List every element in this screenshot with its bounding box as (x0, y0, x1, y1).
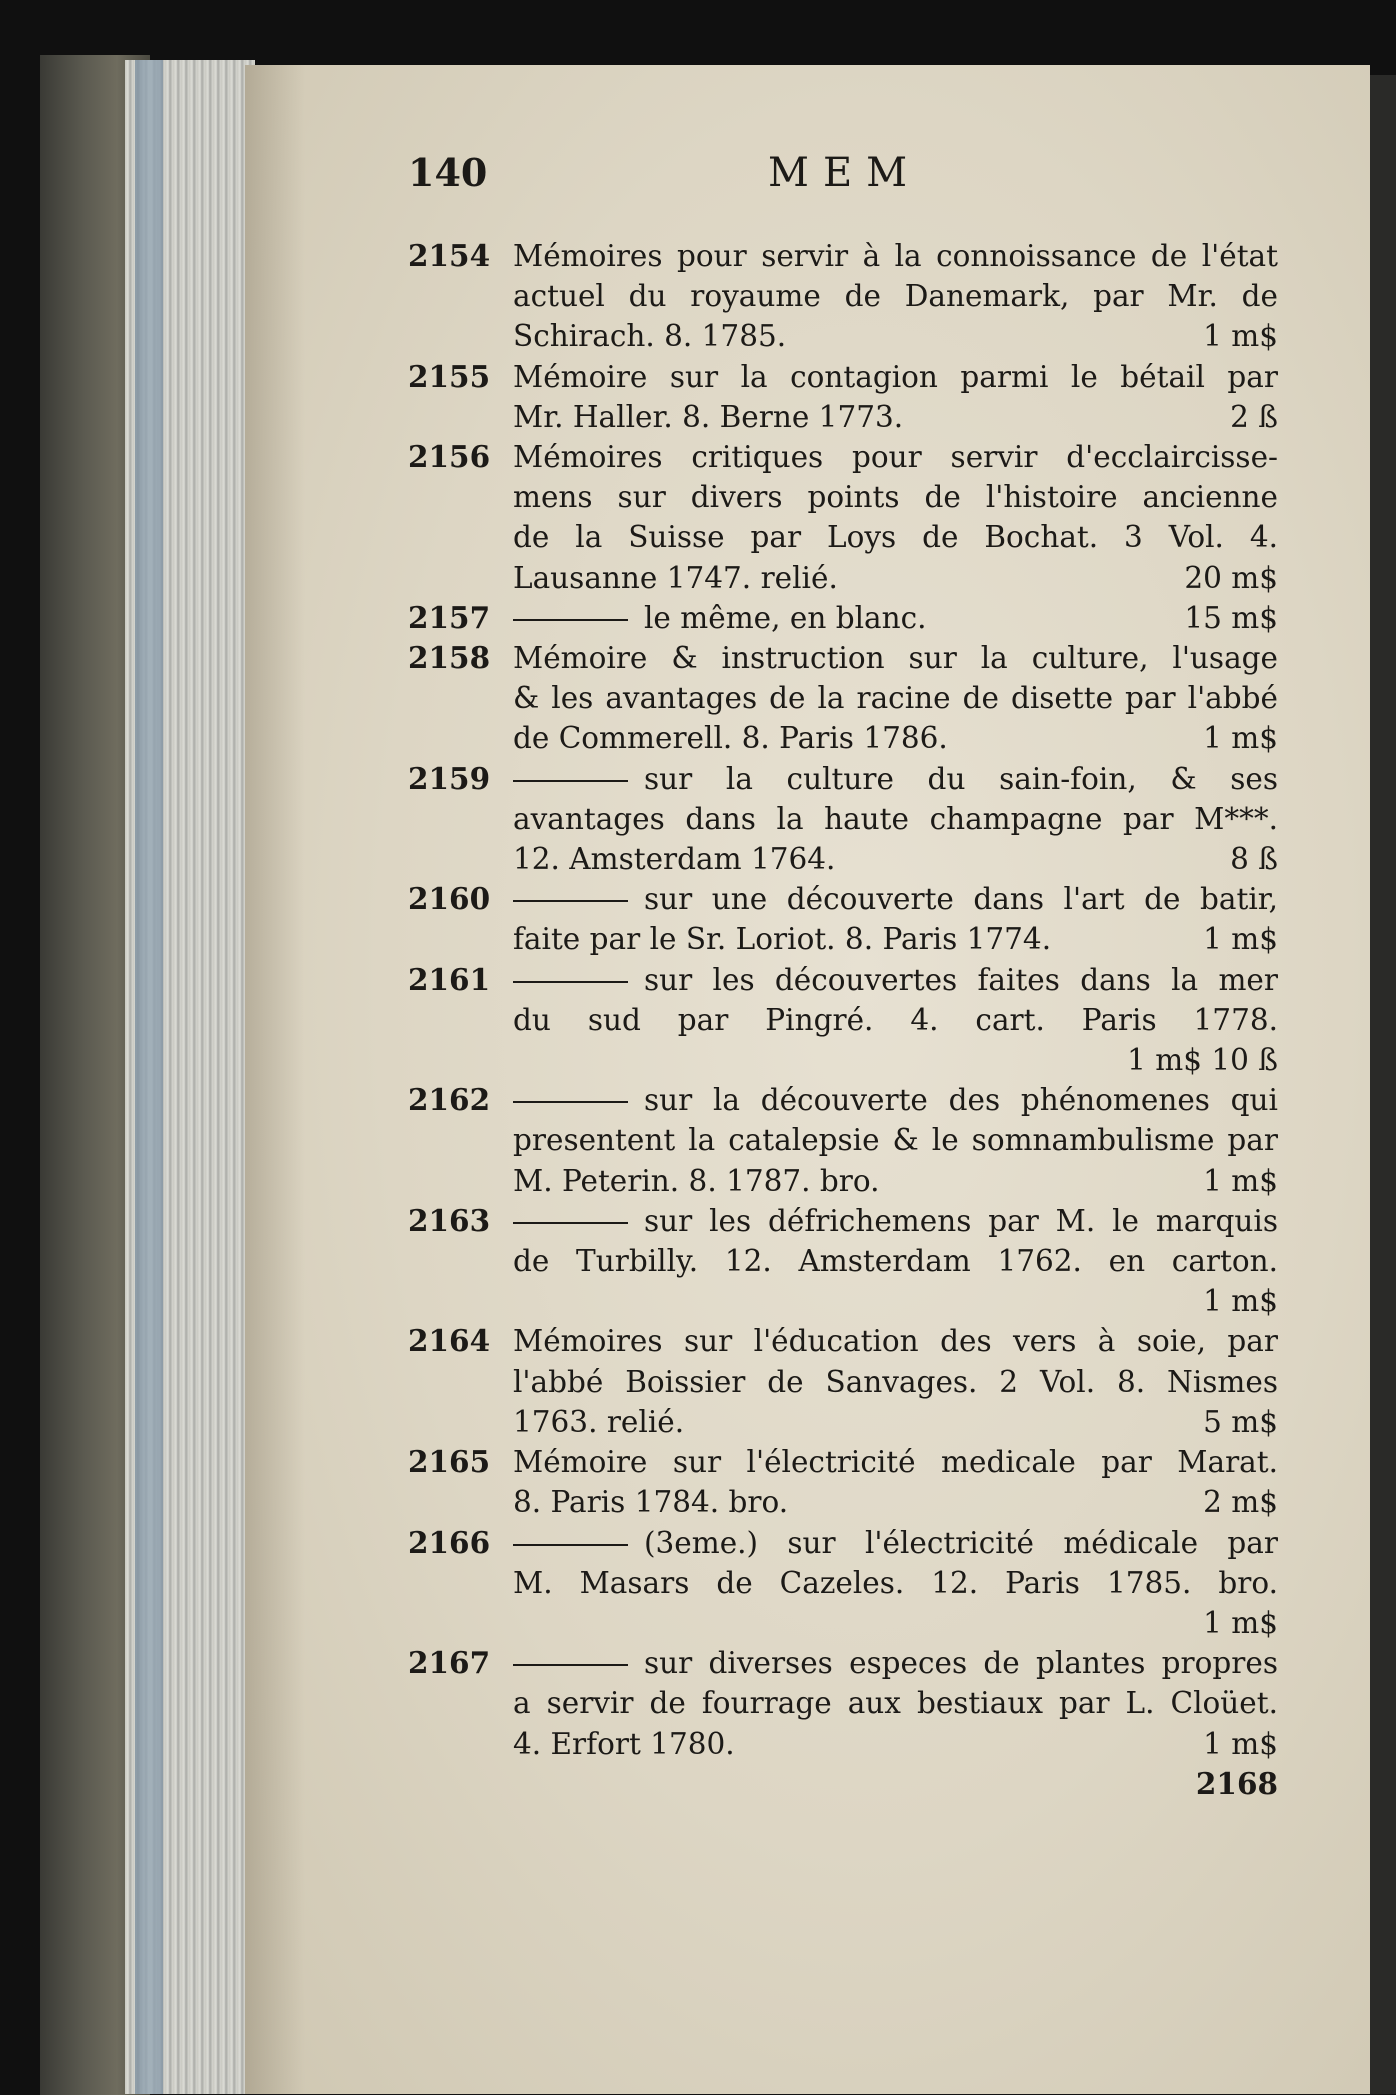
entry-number: 2156 (408, 439, 491, 475)
facing-page-edge (1370, 75, 1396, 2094)
entry-text: 12. Amsterdam 1764. (513, 842, 836, 877)
entry-line (513, 316, 1278, 356)
entry-text: Lausanne 1747. relié. (513, 560, 838, 595)
entry-line (513, 276, 1278, 316)
entry-number: 2159 (408, 760, 491, 796)
entry-line (513, 1482, 1278, 1522)
catalogue-entry (408, 1643, 1278, 1764)
entry-text: Mémoire & instruction sur la culture, l'usage (513, 641, 1278, 676)
entry-line (513, 1563, 1278, 1603)
entry-line (513, 919, 1278, 959)
entry-line (513, 517, 1278, 557)
entry-text: 8. Paris 1784. bro. (513, 1485, 789, 1520)
entry-line (513, 1161, 1278, 1201)
catalogue-entry (408, 357, 1278, 437)
entry-text: l'abbé Boissier de Sanvages. 2 Vol. 8. Nismes (513, 1364, 1278, 1399)
catalogue-entry (408, 960, 1278, 1081)
catalogue-entry (408, 1523, 1278, 1644)
entry-line (513, 759, 1278, 799)
entry-text: 4. Erfort 1780. (513, 1726, 735, 1761)
entry-line (513, 1603, 1278, 1643)
entry-number: 2154 (408, 238, 491, 273)
entry-line (513, 960, 1278, 1000)
entry-line (513, 357, 1278, 397)
page-header (408, 150, 1278, 210)
entry-line (513, 1683, 1278, 1723)
entry-text: Mémoires sur l'éducation des vers à soie, par (513, 1324, 1278, 1359)
entry-number: 2163 (408, 1202, 491, 1238)
catalogue-entry (408, 1321, 1278, 1442)
entry-line (513, 1000, 1278, 1040)
entry-line (513, 799, 1278, 839)
ditto-dash (513, 1101, 628, 1103)
entry-line (513, 558, 1278, 598)
entry-text: sur la découverte des phénomenes qui (644, 1083, 1278, 1118)
entry-price: 1 m$ 10 ß (1127, 1043, 1278, 1078)
entry-line (513, 1120, 1278, 1160)
entry-text: sur les découvertes faites dans la mer (644, 962, 1278, 997)
entry-price: 2 m$ (1203, 1485, 1278, 1520)
entry-text: actuel du royaume de Danemark, par Mr. de (513, 279, 1278, 314)
running-title: MEM (768, 150, 922, 196)
ditto-dash (513, 1664, 628, 1666)
entry-price: 5 m$ (1203, 1404, 1278, 1439)
entry-text: M. Masars de Cazeles. 12. Paris 1785. bro. (513, 1565, 1278, 1600)
entry-line (513, 1442, 1278, 1482)
entry-line (513, 1523, 1278, 1563)
entry-price: 1 m$ (1203, 922, 1278, 957)
catchword: 2168 (1195, 1765, 1278, 1801)
entry-text: presentent la catalepsie & le somnambulisme par (513, 1123, 1278, 1158)
catalogue-entry (408, 598, 1278, 638)
entry-text: faite par le Sr. Loriot. 8. Paris 1774. (513, 922, 1052, 957)
entry-number: 2155 (408, 358, 491, 394)
entry-text: Mémoires critiques pour servir d'ecclaircisse- (513, 440, 1278, 475)
ditto-dash (513, 1544, 628, 1546)
entry-text: mens sur divers points de l'histoire ancienne (513, 480, 1278, 515)
entry-price: 1 m$ (1203, 319, 1278, 354)
entry-number: 2157 (408, 599, 491, 635)
entry-line (513, 1080, 1278, 1120)
entry-text: a servir de fourrage aux bestiaux par L. Cloüet. (513, 1686, 1278, 1721)
entry-line (513, 1724, 1278, 1764)
entry-line (513, 1643, 1278, 1683)
entry-text: de la Suisse par Loys de Bochat. 3 Vol. 4. (513, 520, 1278, 555)
catalogue-entry (408, 1080, 1278, 1201)
catalogue-entry (408, 1201, 1278, 1322)
entry-line (513, 437, 1278, 477)
entry-text: Mémoire sur l'électricité medicale par Marat. (513, 1445, 1278, 1480)
entry-price: 1 m$ (1203, 1605, 1278, 1640)
entry-text: le même, en blanc. (644, 600, 927, 635)
entry-text: sur une découverte dans l'art de batir, (644, 882, 1278, 917)
entry-line (513, 477, 1278, 517)
ditto-dash (513, 619, 628, 621)
entry-line (513, 236, 1278, 276)
entry-text: avantages dans la haute champagne par M***. (513, 801, 1278, 836)
catalogue-entry (408, 236, 1278, 357)
entry-line (513, 1201, 1278, 1241)
catalogue-entry (408, 759, 1278, 880)
entry-number: 2161 (408, 961, 491, 997)
entry-text: sur les défrichemens par M. le marquis (644, 1203, 1278, 1238)
entry-price: 2 ß (1230, 399, 1278, 434)
entry-text: sur diverses especes de plantes propres (644, 1646, 1278, 1681)
entry-line (513, 397, 1278, 437)
entry-text: de Commerell. 8. Paris 1786. (513, 721, 948, 756)
catalogue-entry (408, 879, 1278, 959)
entry-line (513, 718, 1278, 758)
entry-number: 2162 (408, 1082, 491, 1118)
ditto-dash (513, 900, 628, 902)
entry-text: M. Peterin. 8. 1787. bro. (513, 1163, 880, 1198)
entry-line (513, 1362, 1278, 1402)
entry-text: 1763. relié. (513, 1404, 685, 1439)
entry-line (513, 1241, 1278, 1281)
entry-text: Mr. Haller. 8. Berne 1773. (513, 399, 904, 434)
entry-number: 2160 (408, 881, 491, 917)
catalogue-entries (408, 236, 1278, 1804)
entry-text: & les avantages de la racine de disette par l'abbé (513, 681, 1278, 716)
entry-text: sur la culture du sain-foin, & ses (644, 761, 1278, 796)
entry-text: Mémoire sur la contagion parmi le bétail par (513, 359, 1278, 394)
entry-line (513, 879, 1278, 919)
entry-price: 1 m$ (1203, 1284, 1278, 1319)
entry-text: (3eme.) sur l'électricité médicale par (644, 1525, 1278, 1560)
entry-price: 1 m$ (1203, 721, 1278, 756)
entry-text: Schirach. 8. 1785. (513, 319, 787, 354)
catalogue-entry (408, 437, 1278, 598)
entry-price: 15 m$ (1184, 600, 1278, 635)
entry-line (513, 598, 1278, 638)
entry-text: du sud par Pingré. 4. cart. Paris 1778. (513, 1002, 1278, 1037)
entry-line (513, 638, 1278, 678)
entry-text: de Turbilly. 12. Amsterdam 1762. en carton. (513, 1244, 1278, 1279)
entry-line (513, 1321, 1278, 1361)
ditto-dash (513, 780, 628, 782)
entry-number: 2165 (408, 1444, 491, 1480)
entry-text: Mémoires pour servir à la connoissance de l'état (513, 239, 1278, 273)
entry-price: 8 ß (1230, 842, 1278, 877)
entry-line (513, 678, 1278, 718)
page-stack-edge (125, 60, 255, 2094)
ditto-dash (513, 981, 628, 983)
page-number: 140 (408, 150, 488, 195)
entry-number: 2158 (408, 640, 491, 676)
entry-number: 2164 (408, 1323, 491, 1359)
entry-price: 1 m$ (1203, 1163, 1278, 1198)
catalogue-entry (408, 638, 1278, 759)
catalogue-entry (408, 1442, 1278, 1522)
entry-number: 2166 (408, 1524, 491, 1560)
entry-line (513, 1402, 1278, 1442)
entry-price: 1 m$ (1203, 1726, 1278, 1761)
entry-price: 20 m$ (1184, 560, 1278, 595)
entry-line (513, 1281, 1278, 1321)
entry-line (513, 1040, 1278, 1080)
entry-line (513, 839, 1278, 879)
entry-number: 2167 (408, 1645, 491, 1681)
ditto-dash (513, 1222, 628, 1224)
